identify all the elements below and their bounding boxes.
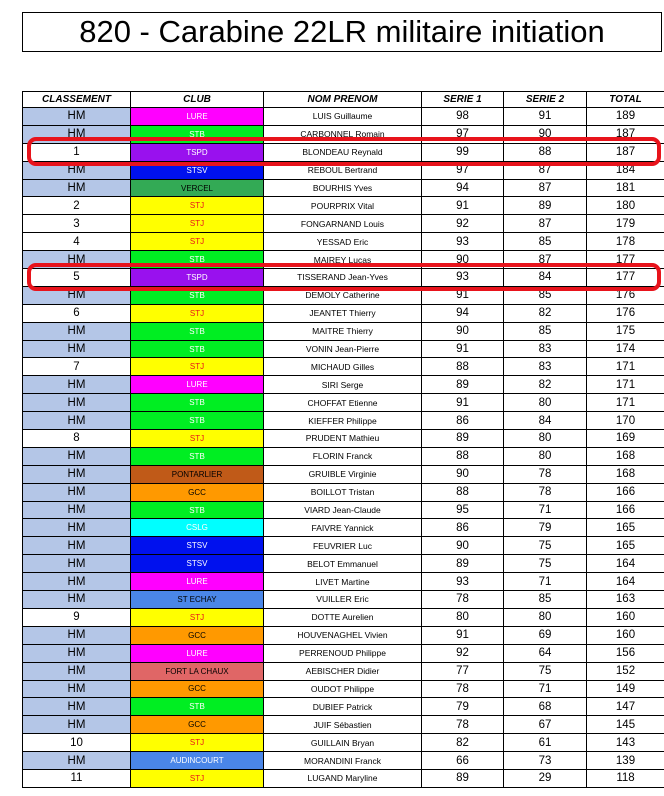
serie-1-cell: 97: [422, 125, 504, 143]
header-club: CLUB: [131, 92, 264, 108]
serie-2-cell: 82: [504, 304, 587, 322]
total-cell: 176: [587, 304, 664, 322]
table-row: [23, 573, 664, 591]
name-cell: TISSERAND Jean-Yves: [264, 269, 422, 287]
total-cell: 160: [587, 608, 664, 626]
serie-1-cell: 89: [422, 430, 504, 448]
table-row: [23, 537, 664, 555]
name-cell: JUIF Sébastien: [264, 716, 422, 734]
serie-1-cell: 99: [422, 143, 504, 161]
serie-1-cell: 89: [422, 555, 504, 573]
serie-2-cell: 85: [504, 322, 587, 340]
table-row: [23, 501, 664, 519]
rank-cell: HM: [23, 537, 131, 555]
serie-2-cell: 88: [504, 143, 587, 161]
serie-2-cell: 87: [504, 161, 587, 179]
club-cell: STB: [131, 698, 264, 716]
table-row: [23, 483, 664, 501]
table-row: [23, 286, 664, 304]
table-row: [23, 376, 664, 394]
club-cell: STSV: [131, 537, 264, 555]
club-cell: VERCEL: [131, 179, 264, 197]
club-cell: LURE: [131, 644, 264, 662]
serie-1-cell: 92: [422, 215, 504, 233]
rank-cell: 7: [23, 358, 131, 376]
club-cell: PONTARLIER: [131, 465, 264, 483]
serie-2-cell: 73: [504, 752, 587, 770]
serie-2-cell: 79: [504, 519, 587, 537]
club-cell: STSV: [131, 161, 264, 179]
name-cell: DEMOLY Catherine: [264, 286, 422, 304]
rank-cell: 6: [23, 304, 131, 322]
serie-1-cell: 66: [422, 752, 504, 770]
club-cell: TSPD: [131, 143, 264, 161]
rank-cell: 3: [23, 215, 131, 233]
total-cell: 169: [587, 430, 664, 448]
rank-cell: HM: [23, 125, 131, 143]
name-cell: YESSAD Eric: [264, 233, 422, 251]
serie-2-cell: 68: [504, 698, 587, 716]
table-row: [23, 251, 664, 269]
club-cell: STJ: [131, 769, 264, 787]
name-cell: SIRI Serge: [264, 376, 422, 394]
table-row: [23, 125, 664, 143]
rank-cell: HM: [23, 322, 131, 340]
name-cell: GRUIBLE Virginie: [264, 465, 422, 483]
serie-1-cell: 78: [422, 716, 504, 734]
club-cell: STJ: [131, 608, 264, 626]
total-cell: 171: [587, 358, 664, 376]
rank-cell: HM: [23, 626, 131, 644]
club-cell: STJ: [131, 215, 264, 233]
total-cell: 145: [587, 716, 664, 734]
name-cell: POURPRIX Vital: [264, 197, 422, 215]
serie-1-cell: 91: [422, 197, 504, 215]
club-cell: LURE: [131, 376, 264, 394]
header-total: TOTAL: [587, 92, 664, 108]
total-cell: 168: [587, 465, 664, 483]
club-cell: CSLG: [131, 519, 264, 537]
serie-1-cell: 93: [422, 573, 504, 591]
table-row: [23, 340, 664, 358]
table-row: [23, 680, 664, 698]
serie-1-cell: 98: [422, 108, 504, 126]
name-cell: FLORIN Franck: [264, 447, 422, 465]
club-cell: STB: [131, 125, 264, 143]
name-cell: PRUDENT Mathieu: [264, 430, 422, 448]
club-cell: STJ: [131, 233, 264, 251]
table-row: [23, 161, 664, 179]
total-cell: 165: [587, 537, 664, 555]
table-row: [23, 698, 664, 716]
club-cell: STB: [131, 322, 264, 340]
serie-2-cell: 80: [504, 430, 587, 448]
serie-1-cell: 90: [422, 251, 504, 269]
club-cell: GCC: [131, 680, 264, 698]
club-cell: FORT LA CHAUX: [131, 662, 264, 680]
name-cell: LUGAND Maryline: [264, 769, 422, 787]
club-cell: STB: [131, 286, 264, 304]
serie-1-cell: 89: [422, 769, 504, 787]
serie-1-cell: 89: [422, 376, 504, 394]
rank-cell: HM: [23, 412, 131, 430]
name-cell: DOTTE Aurelien: [264, 608, 422, 626]
club-cell: STB: [131, 251, 264, 269]
table-row: [23, 215, 664, 233]
serie-1-cell: 91: [422, 286, 504, 304]
club-cell: ST ECHAY: [131, 591, 264, 609]
club-cell: GCC: [131, 626, 264, 644]
serie-1-cell: 95: [422, 501, 504, 519]
total-cell: 147: [587, 698, 664, 716]
serie-1-cell: 94: [422, 304, 504, 322]
table-row: [23, 233, 664, 251]
name-cell: FAIVRE Yannick: [264, 519, 422, 537]
name-cell: DUBIEF Patrick: [264, 698, 422, 716]
rank-cell: HM: [23, 108, 131, 126]
table-row: [23, 591, 664, 609]
serie-1-cell: 78: [422, 591, 504, 609]
club-cell: LURE: [131, 573, 264, 591]
serie-1-cell: 78: [422, 680, 504, 698]
table-row: [23, 322, 664, 340]
name-cell: MAIREY Lucas: [264, 251, 422, 269]
serie-2-cell: 75: [504, 555, 587, 573]
rank-cell: HM: [23, 716, 131, 734]
header-serie-1: SERIE 1: [422, 92, 504, 108]
club-cell: STJ: [131, 430, 264, 448]
total-cell: 187: [587, 125, 664, 143]
total-cell: 164: [587, 573, 664, 591]
name-cell: JEANTET Thierry: [264, 304, 422, 322]
serie-1-cell: 91: [422, 626, 504, 644]
serie-1-cell: 82: [422, 734, 504, 752]
serie-1-cell: 94: [422, 179, 504, 197]
name-cell: AEBISCHER Didier: [264, 662, 422, 680]
total-cell: 178: [587, 233, 664, 251]
serie-2-cell: 85: [504, 591, 587, 609]
table-row: [23, 608, 664, 626]
table-row: [23, 626, 664, 644]
table-row: [23, 412, 664, 430]
rank-cell: HM: [23, 644, 131, 662]
serie-1-cell: 97: [422, 161, 504, 179]
rank-cell: 2: [23, 197, 131, 215]
rank-cell: 5: [23, 269, 131, 287]
serie-2-cell: 80: [504, 608, 587, 626]
header-nom-prenom: NOM PRENOM: [264, 92, 422, 108]
name-cell: HOUVENAGHEL Vivien: [264, 626, 422, 644]
table-row: [23, 394, 664, 412]
serie-2-cell: 80: [504, 447, 587, 465]
total-cell: 164: [587, 555, 664, 573]
rank-cell: HM: [23, 698, 131, 716]
rank-cell: HM: [23, 591, 131, 609]
total-cell: 174: [587, 340, 664, 358]
table-row: [23, 644, 664, 662]
name-cell: FEUVRIER Luc: [264, 537, 422, 555]
rank-cell: 10: [23, 734, 131, 752]
table-row: [23, 179, 664, 197]
page-title: 820 - Carabine 22LR militaire initiation: [22, 12, 662, 52]
club-cell: STJ: [131, 304, 264, 322]
table-row: [23, 519, 664, 537]
serie-1-cell: 91: [422, 394, 504, 412]
serie-2-cell: 61: [504, 734, 587, 752]
total-cell: 166: [587, 483, 664, 501]
total-cell: 179: [587, 215, 664, 233]
table-row: [23, 108, 664, 126]
club-cell: AUDINCOURT: [131, 752, 264, 770]
table-row: [23, 358, 664, 376]
total-cell: 189: [587, 108, 664, 126]
rank-cell: HM: [23, 519, 131, 537]
serie-1-cell: 90: [422, 322, 504, 340]
total-cell: 180: [587, 197, 664, 215]
serie-2-cell: 83: [504, 358, 587, 376]
serie-2-cell: 67: [504, 716, 587, 734]
club-cell: STSV: [131, 555, 264, 573]
rank-cell: 1: [23, 143, 131, 161]
serie-2-cell: 83: [504, 340, 587, 358]
total-cell: 152: [587, 662, 664, 680]
rank-cell: HM: [23, 161, 131, 179]
serie-2-cell: 82: [504, 376, 587, 394]
total-cell: 160: [587, 626, 664, 644]
name-cell: LUIS Guillaume: [264, 108, 422, 126]
name-cell: VONIN Jean-Pierre: [264, 340, 422, 358]
total-cell: 165: [587, 519, 664, 537]
serie-1-cell: 86: [422, 412, 504, 430]
header-classement: CLASSEMENT: [23, 92, 131, 108]
rank-cell: HM: [23, 465, 131, 483]
name-cell: BOILLOT Tristan: [264, 483, 422, 501]
name-cell: VIARD Jean-Claude: [264, 501, 422, 519]
rank-cell: HM: [23, 483, 131, 501]
rank-cell: HM: [23, 376, 131, 394]
serie-2-cell: 64: [504, 644, 587, 662]
name-cell: REBOUL Bertrand: [264, 161, 422, 179]
club-cell: GCC: [131, 716, 264, 734]
serie-2-cell: 75: [504, 662, 587, 680]
table-row: [23, 430, 664, 448]
total-cell: 168: [587, 447, 664, 465]
serie-2-cell: 87: [504, 215, 587, 233]
rank-cell: HM: [23, 662, 131, 680]
club-cell: STJ: [131, 734, 264, 752]
rank-cell: HM: [23, 251, 131, 269]
rank-cell: HM: [23, 394, 131, 412]
table-header-row: [23, 92, 664, 108]
name-cell: GUILLAIN Bryan: [264, 734, 422, 752]
header-serie-2: SERIE 2: [504, 92, 587, 108]
serie-1-cell: 93: [422, 269, 504, 287]
total-cell: 187: [587, 143, 664, 161]
name-cell: CARBONNEL Romain: [264, 125, 422, 143]
club-cell: STB: [131, 447, 264, 465]
serie-2-cell: 90: [504, 125, 587, 143]
total-cell: 170: [587, 412, 664, 430]
name-cell: MICHAUD Gilles: [264, 358, 422, 376]
table-row: [23, 304, 664, 322]
club-cell: LURE: [131, 108, 264, 126]
rank-cell: HM: [23, 447, 131, 465]
serie-1-cell: 91: [422, 340, 504, 358]
total-cell: 163: [587, 591, 664, 609]
serie-2-cell: 75: [504, 537, 587, 555]
club-cell: STB: [131, 340, 264, 358]
total-cell: 166: [587, 501, 664, 519]
club-cell: STB: [131, 394, 264, 412]
table-row: [23, 555, 664, 573]
rank-cell: HM: [23, 286, 131, 304]
serie-2-cell: 84: [504, 412, 587, 430]
total-cell: 176: [587, 286, 664, 304]
serie-1-cell: 93: [422, 233, 504, 251]
serie-1-cell: 86: [422, 519, 504, 537]
name-cell: MAITRE Thierry: [264, 322, 422, 340]
table-row: [23, 752, 664, 770]
serie-1-cell: 88: [422, 483, 504, 501]
total-cell: 171: [587, 376, 664, 394]
serie-1-cell: 88: [422, 358, 504, 376]
rank-cell: 8: [23, 430, 131, 448]
serie-1-cell: 90: [422, 465, 504, 483]
rank-cell: HM: [23, 501, 131, 519]
serie-2-cell: 69: [504, 626, 587, 644]
rank-cell: HM: [23, 555, 131, 573]
serie-2-cell: 87: [504, 251, 587, 269]
rank-cell: HM: [23, 340, 131, 358]
rank-cell: HM: [23, 752, 131, 770]
total-cell: 184: [587, 161, 664, 179]
serie-1-cell: 90: [422, 537, 504, 555]
name-cell: KIEFFER Philippe: [264, 412, 422, 430]
serie-1-cell: 80: [422, 608, 504, 626]
club-cell: STB: [131, 501, 264, 519]
name-cell: FONGARNAND Louis: [264, 215, 422, 233]
serie-1-cell: 77: [422, 662, 504, 680]
name-cell: VUILLER Eric: [264, 591, 422, 609]
name-cell: MORANDINI Franck: [264, 752, 422, 770]
serie-2-cell: 85: [504, 233, 587, 251]
total-cell: 171: [587, 394, 664, 412]
rank-cell: 11: [23, 769, 131, 787]
serie-2-cell: 87: [504, 179, 587, 197]
table-row: [23, 734, 664, 752]
total-cell: 175: [587, 322, 664, 340]
club-cell: STJ: [131, 358, 264, 376]
serie-2-cell: 29: [504, 769, 587, 787]
rank-cell: 9: [23, 608, 131, 626]
total-cell: 177: [587, 251, 664, 269]
name-cell: BELOT Emmanuel: [264, 555, 422, 573]
table-row: [23, 769, 664, 787]
total-cell: 156: [587, 644, 664, 662]
serie-1-cell: 92: [422, 644, 504, 662]
total-cell: 149: [587, 680, 664, 698]
rank-cell: 4: [23, 233, 131, 251]
rank-cell: HM: [23, 179, 131, 197]
name-cell: PERRENOUD Philippe: [264, 644, 422, 662]
serie-2-cell: 84: [504, 269, 587, 287]
table-row: [23, 197, 664, 215]
total-cell: 118: [587, 769, 664, 787]
serie-2-cell: 71: [504, 501, 587, 519]
results-table: [22, 91, 664, 788]
serie-2-cell: 80: [504, 394, 587, 412]
club-cell: TSPD: [131, 269, 264, 287]
serie-1-cell: 88: [422, 447, 504, 465]
serie-2-cell: 78: [504, 465, 587, 483]
table-row: [23, 662, 664, 680]
rank-cell: HM: [23, 573, 131, 591]
total-cell: 143: [587, 734, 664, 752]
club-cell: GCC: [131, 483, 264, 501]
total-cell: 181: [587, 179, 664, 197]
club-cell: STB: [131, 412, 264, 430]
serie-1-cell: 79: [422, 698, 504, 716]
serie-2-cell: 89: [504, 197, 587, 215]
name-cell: LIVET Martine: [264, 573, 422, 591]
serie-2-cell: 71: [504, 573, 587, 591]
table-row: [23, 269, 664, 287]
serie-2-cell: 78: [504, 483, 587, 501]
name-cell: OUDOT Philippe: [264, 680, 422, 698]
serie-2-cell: 85: [504, 286, 587, 304]
table-row: [23, 716, 664, 734]
name-cell: BLONDEAU Reynald: [264, 143, 422, 161]
name-cell: BOURHIS Yves: [264, 179, 422, 197]
table-row: [23, 447, 664, 465]
name-cell: CHOFFAT Etienne: [264, 394, 422, 412]
rank-cell: HM: [23, 680, 131, 698]
serie-2-cell: 71: [504, 680, 587, 698]
club-cell: STJ: [131, 197, 264, 215]
table-row: [23, 465, 664, 483]
serie-2-cell: 91: [504, 108, 587, 126]
total-cell: 139: [587, 752, 664, 770]
table-row: [23, 143, 664, 161]
total-cell: 177: [587, 269, 664, 287]
